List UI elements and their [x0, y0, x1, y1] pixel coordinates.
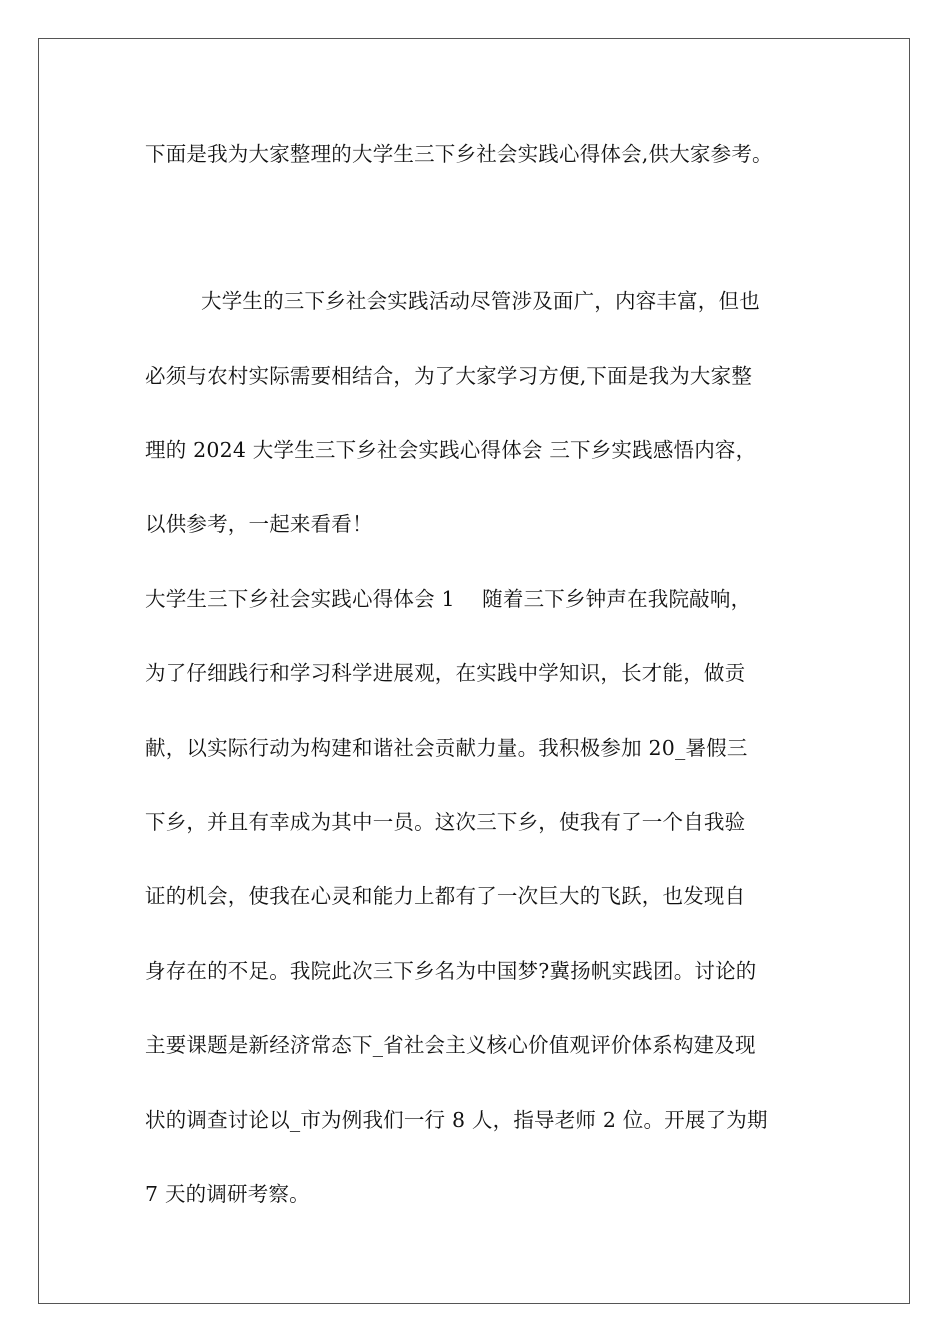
paragraph1-line-1: 大学生的三下乡社会实践活动尽管涉及面广，内容丰富，但也 — [201, 289, 760, 313]
paragraph1-line-4: 以供参考，一起来看看！ — [145, 512, 373, 536]
paragraph1-line-3: 理的 2024 大学生三下乡社会实践心得体会 三下乡实践感悟内容， — [145, 438, 757, 462]
paragraph2-line-6: 身存在的不足。我院此次三下乡名为中国梦?冀扬帆实践团。讨论的 — [145, 959, 757, 983]
intro-line: 下面是我为大家整理的大学生三下乡社会实践心得体会,供大家参考。 — [145, 142, 773, 166]
paragraph1-line-2: 必须与农村实际需要相结合，为了大家学习方便,下面是我为大家整 — [145, 364, 753, 388]
paragraph2-line-3: 献，以实际行动为构建和谐社会贡献力量。我积极参加 20_暑假三 — [145, 736, 748, 760]
paragraph2-line-1: 大学生三下乡社会实践心得体会 1 随着三下乡钟声在我院敲响， — [145, 587, 752, 611]
paragraph2-line-4: 下乡，并且有幸成为其中一员。这次三下乡，使我有了一个自我验 — [145, 810, 746, 834]
paragraph2-line-5: 证的机会，使我在心灵和能力上都有了一次巨大的飞跃，也发现自 — [145, 884, 746, 908]
paragraph2-line-2: 为了仔细践行和学习科学进展观，在实践中学知识，长才能，做贡 — [145, 661, 746, 685]
paragraph2-line-8: 状的调查讨论以_市为例我们一行 8 人，指导老师 2 位。开展了为期 — [145, 1108, 768, 1132]
paragraph2-line-9: 7 天的调研考察。 — [145, 1182, 310, 1206]
paragraph2-line-7: 主要课题是新经济常态下_省社会主义核心价值观评价体系构建及现 — [145, 1033, 756, 1057]
